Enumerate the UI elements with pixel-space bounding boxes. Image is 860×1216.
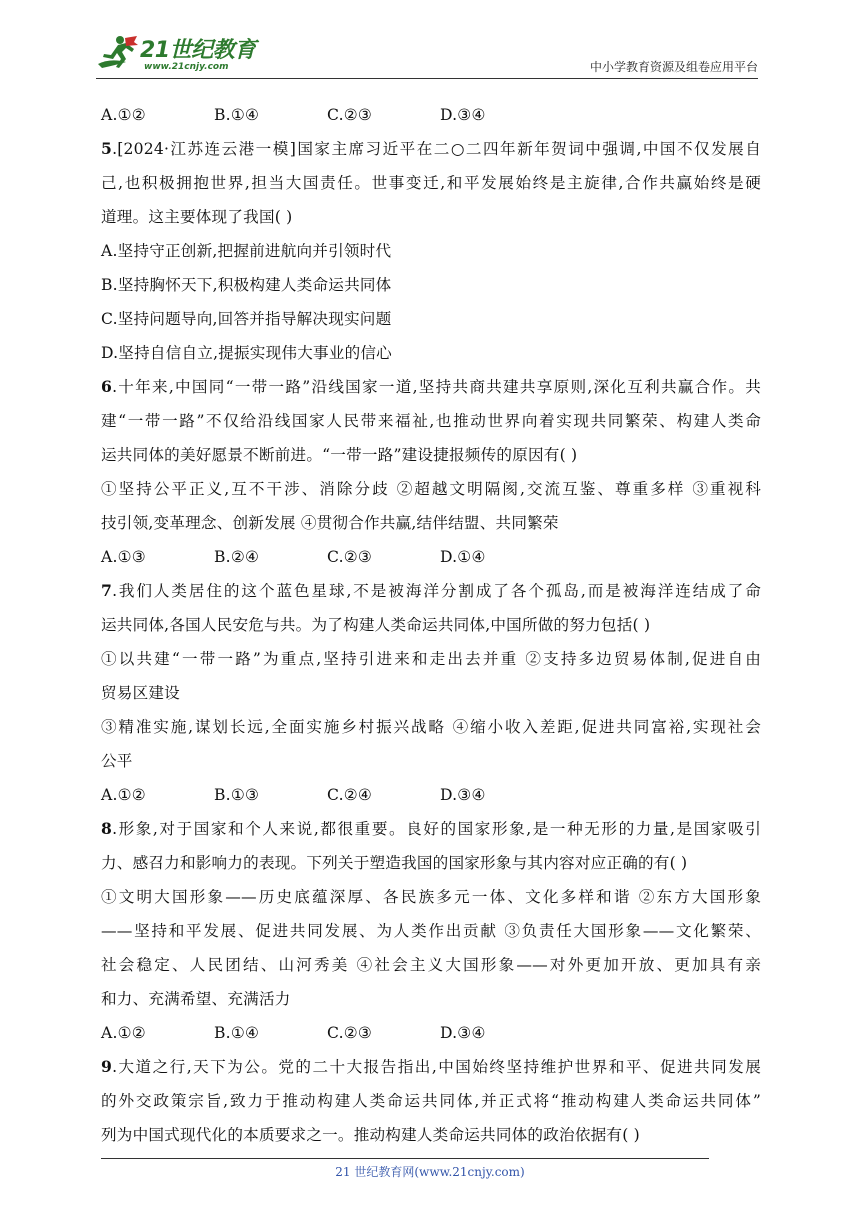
q5-line-3: 道理。这主要体现了我国( ) [101, 208, 293, 226]
option-b: B.①④ [214, 1024, 260, 1042]
q5-option-c: C.坚持问题导向,回答并指导解决现实问题 [101, 310, 392, 328]
question-number: 9 [101, 1057, 113, 1076]
q6-line-1: 6.十年来,中国同“一带一路”沿线国家一道,坚持共商共建共享原则,深化互利共赢合作。共 [101, 377, 761, 396]
q6-line-4: ①坚持公平正义,互不干涉、消除分歧 ②超越文明隔阂,交流互鉴、尊重多样 ③重视科 [101, 480, 761, 498]
q7-options [101, 778, 761, 812]
q9-line-2: 的外交政策宗旨,致力于推动构建人类命运共同体,并正式将“推动构建人类命运共同体” [101, 1092, 761, 1110]
q5-option-a: A.坚持守正创新,把握前进航向并引领时代 [101, 242, 392, 260]
q9-line-1: 9.大道之行,天下为公。党的二十大报告指出,中国始终坚持维护世界和平、促进共同发展 [101, 1057, 761, 1076]
platform-name: 中小学教育资源及组卷应用平台 [589, 60, 758, 74]
q7-line-5: ③精准实施,谋划长远,全面实施乡村振兴战略 ④缩小收入差距,促进共同富裕,实现社会 [101, 718, 761, 736]
footer-link[interactable]: 21 世纪教育网(www.21cnjy.com) [335, 1165, 525, 1179]
q8-line-4: ——坚持和平发展、促进共同发展、为人类作出贡献 ③负责任大国形象——文化繁荣、 [101, 922, 761, 940]
logo-url: www.21cnjy.com [144, 62, 229, 72]
option-d: D.③④ [440, 1024, 486, 1042]
q7-line-2: 运共同体,各国人民安危与共。为了构建人类命运共同体,中国所做的努力包括( ) [101, 616, 651, 634]
q7-line-3: ①以共建“一带一路”为重点,坚持引进来和走出去并重 ②支持多边贸易体制,促进自由 [101, 650, 761, 668]
q9-line-3: 列为中国式现代化的本质要求之一。推动构建人类命运共同体的政治依据有( ) [101, 1126, 640, 1144]
q7-line-6: 公平 [101, 752, 133, 770]
logo-text: 21世纪教育 [140, 38, 256, 63]
option-b: B.①④ [214, 106, 260, 124]
q8-line-1: 8.形象,对于国家和个人来说,都很重要。良好的国家形象,是一种无形的力量,是国家吸引 [101, 819, 761, 838]
q5-option-b: B.坚持胸怀天下,积极构建人类命运共同体 [101, 276, 392, 294]
q7-line-1: 7.我们人类居住的这个蓝色星球,不是被海洋分割成了各个孤岛,而是被海洋连结成了命 [101, 581, 761, 600]
q8-line-6: 和力、充满希望、充满活力 [101, 990, 291, 1008]
q5-line-1: 5.[2024·江苏连云港一模]国家主席习近平在二○二四年新年贺词中强调,中国不仅发展自 [101, 139, 761, 158]
q8-line-3: ①文明大国形象——历史底蕴深厚、各民族多元一体、文化多样和谐 ②东方大国形象 [101, 888, 761, 906]
q7-line-4: 贸易区建设 [101, 684, 180, 702]
option-b: B.②④ [214, 548, 260, 566]
runner-icon [96, 34, 140, 74]
site-logo[interactable] [96, 34, 266, 76]
q5-option-d: D.坚持自信自立,提振实现伟大事业的信心 [101, 344, 392, 362]
option-d: D.③④ [440, 786, 486, 804]
question-number: 5 [101, 139, 113, 158]
page-header [96, 30, 758, 78]
q6-line-3: 运共同体的美好愿景不断前进。“一带一路”建设捷报频传的原因有( ) [101, 446, 578, 464]
question-number: 6 [101, 377, 113, 396]
question-content [101, 98, 761, 1152]
q8-options [101, 1016, 761, 1050]
footer-divider [101, 1158, 709, 1159]
q5-line-2: 己,也积极拥抱世界,担当大国责任。世事变迁,和平发展始终是主旋律,合作共赢始终是硬 [101, 174, 761, 192]
option-a: A.①② [101, 1024, 146, 1042]
q8-line-5: 社会稳定、人民团结、山河秀美 ④社会主义大国形象——对外更加开放、更加具有亲 [101, 956, 761, 974]
header-divider [96, 78, 758, 79]
option-a: A.①③ [101, 548, 146, 566]
q6-line-2: 建“一带一路”不仅给沿线国家人民带来福祉,也推动世界向着实现共同繁荣、构建人类命 [101, 412, 761, 430]
option-b: B.①③ [214, 786, 260, 804]
q8-line-2: 力、感召力和影响力的表现。下列关于塑造我国的国家形象与其内容对应正确的有( ) [101, 854, 688, 872]
option-c: C.②③ [327, 1024, 373, 1042]
option-c: C.②③ [327, 548, 373, 566]
q6-line-5: 技引领,变革理念、创新发展 ④贯彻合作共赢,结伴结盟、共同繁荣 [101, 514, 559, 532]
option-c: C.②④ [327, 786, 373, 804]
option-a: A.①② [101, 786, 146, 804]
option-d: D.①④ [440, 548, 486, 566]
option-d: D.③④ [440, 106, 486, 124]
q4-options [101, 98, 761, 132]
question-number: 8 [101, 819, 113, 838]
q6-options [101, 540, 761, 574]
option-a: A.①② [101, 106, 146, 124]
question-number: 7 [101, 581, 113, 600]
option-c: C.②③ [327, 106, 373, 124]
